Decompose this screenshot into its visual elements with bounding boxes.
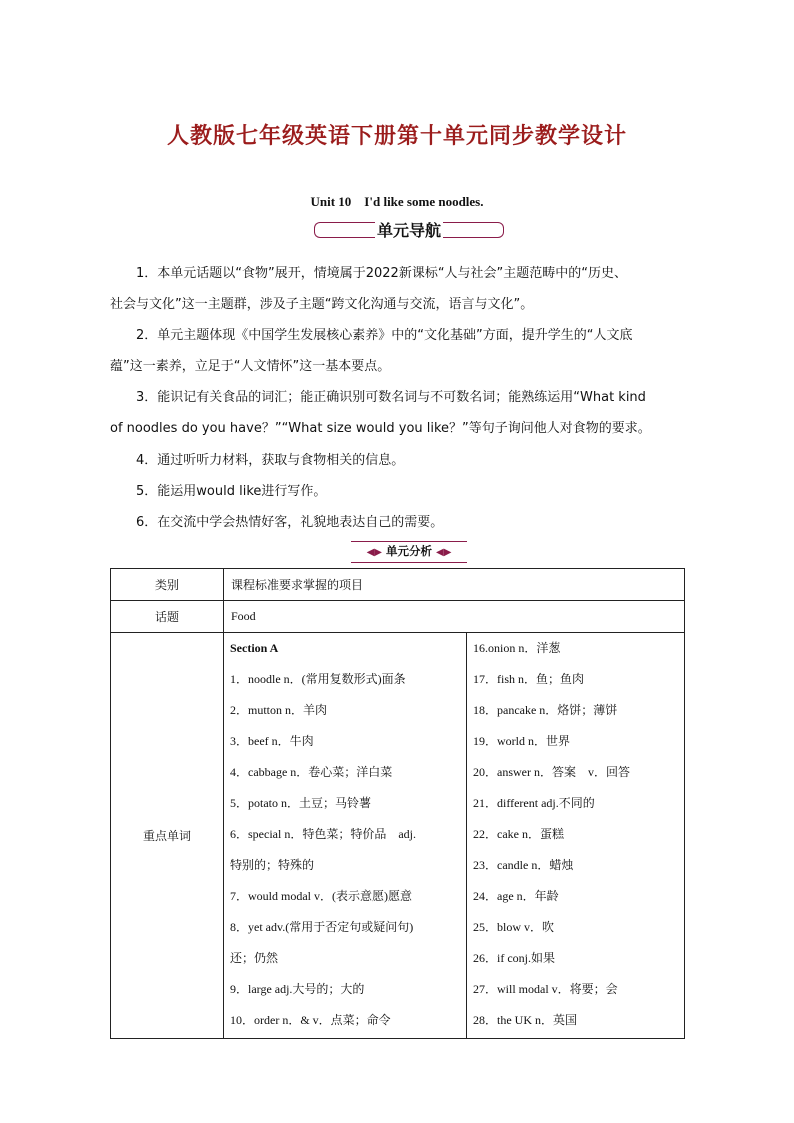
left-arrows-icon: ◀▶ [366, 547, 382, 558]
header-category: 类别 [111, 569, 224, 601]
vocab-label: 重点单词 [111, 633, 224, 1039]
list-item: 25．blow v．吹 [473, 920, 555, 934]
unit-analysis-heading [351, 541, 467, 563]
list-item: 18．pancake n．烙饼；薄饼 [473, 703, 618, 717]
list-item: 4．cabbage n．卷心菜；洋白菜 [230, 765, 393, 779]
nav-paragraph: 社会与文化”这一主题群，涉及子主题“跨文化沟通与交流，语言与文化”。 [110, 297, 534, 312]
list-item: 16.onion n．洋葱 [473, 641, 561, 655]
list-item: 23．candle n．蜡烛 [473, 858, 574, 872]
topic-label: 话题 [111, 601, 224, 633]
list-item: 还；仍然 [230, 951, 279, 965]
list-item: 22．cake n．蛋糕 [473, 827, 564, 841]
topic-value: Food [224, 601, 685, 633]
unit-navigation-heading [314, 217, 504, 243]
list-item: 27．will modal v．将要；会 [473, 982, 618, 996]
table-row [111, 569, 685, 601]
list-item: 26．if conj.如果 [473, 951, 555, 965]
nav-paragraph: 3．能识记有关食品的词汇；能正确识别可数名词与不可数名词；能熟练运用“What kind [136, 390, 646, 405]
nav-paragraph: 4．通过听听力材料，获取与食物相关的信息。 [136, 453, 405, 468]
unit-navigation-label: 单元导航 [376, 221, 441, 240]
list-item: 21．different adj.不同的 [473, 796, 595, 810]
list-item: 特别的；特殊的 [230, 858, 315, 872]
nav-paragraph: 1．本单元话题以“食物”展开，情境属于2022新课标“人与社会”主题范畴中的“历史、 [136, 266, 628, 281]
right-arrows-icon: ◀▶ [436, 547, 452, 558]
vocab-left-column [224, 633, 467, 1039]
table-row [111, 601, 685, 633]
list-item: 10．order n．& v．点菜；命令 [230, 1013, 391, 1027]
list-item: 2．mutton n．羊肉 [230, 703, 328, 717]
nav-paragraph: 蕴”这一素养，立足于“人文情怀”这一基本要点。 [110, 359, 391, 374]
list-item: 7．would modal v．(表示意愿)愿意 [230, 889, 412, 903]
nav-paragraph: of noodles do you have？”“What size would you like？”等句子询问他人对食物的要求。 [110, 421, 651, 436]
list-item: 5．potato n．土豆；马铃薯 [230, 796, 371, 810]
list-item: 1．noodle n．(常用复数形式)面条 [230, 672, 406, 686]
nav-paragraph: 6．在交流中学会热情好客，礼貌地表达自己的需要。 [136, 515, 444, 530]
list-item: Section A [230, 641, 279, 655]
list-item: 19．world n．世界 [473, 734, 570, 748]
list-item: 20．answer n．答案 v．回答 [473, 765, 630, 779]
list-item: 6．special n．特色菜；特价品 adj. [230, 827, 416, 841]
list-item: 9．large adj.大号的；大的 [230, 982, 365, 996]
list-item: 28．the UK n．英国 [473, 1013, 577, 1027]
unit-subtitle: Unit 10 I'd like some noodles. [310, 194, 484, 209]
nav-paragraph: 2．单元主题体现《中国学生发展核心素养》中的“文化基础”方面，提升学生的“人文底 [136, 328, 633, 343]
list-item: 24．age n．年龄 [473, 889, 559, 903]
document-title: 人教版七年级英语下册第十单元同步教学设计 [166, 123, 627, 149]
list-item: 3．beef n．牛肉 [230, 734, 314, 748]
list-item: 8．yet adv.(常用于否定句或疑问句) [230, 920, 414, 934]
analysis-table [110, 568, 685, 1039]
table-row [111, 633, 685, 1039]
nav-paragraph: 5．能运用would like进行写作。 [136, 484, 327, 499]
header-items: 课程标准要求掌握的项目 [224, 569, 685, 601]
unit-analysis-label: 单元分析 [386, 544, 432, 558]
list-item: 17．fish n．鱼；鱼肉 [473, 672, 585, 686]
vocab-right-column [467, 633, 685, 1039]
